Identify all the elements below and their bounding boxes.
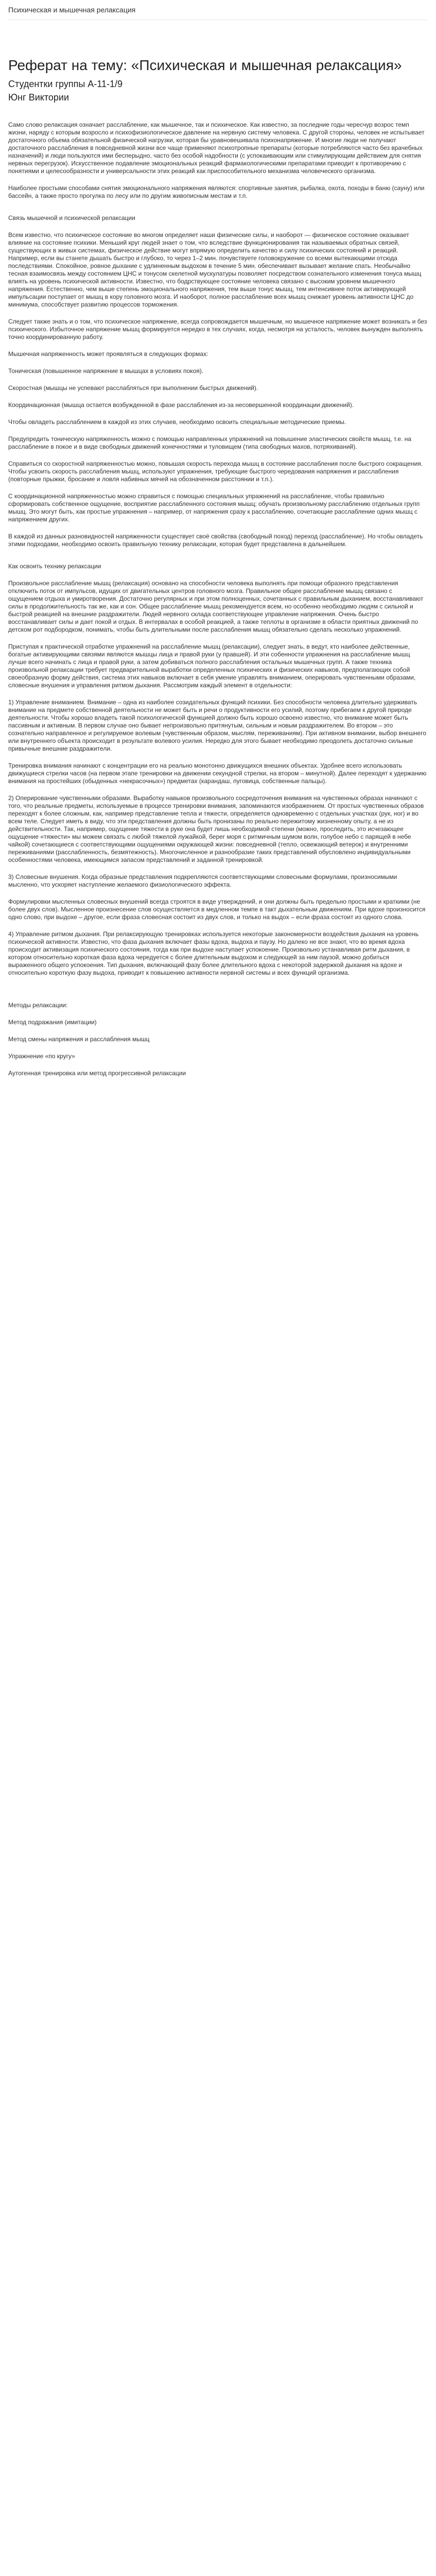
paragraph: С координационной напряженностью можно справиться с помощью специальных упражнений на расслабление, чтобы правильно сформировать собственное ощущение, восприятие расслабленного состояния мышц; обучать произвольному расслаблению отдельных групп мышц. Это могут быть, как простые упражнения – например, от напряжения сразу к расслаблению, сочетающие расслабление одних мышц с напряжением других. (8, 493, 420, 523)
document-title: Реферат на тему: «Психическая и мышечная релаксация» (8, 57, 402, 73)
paragraph: 1) Управление вниманием. Внимание – одна из наиболее созидательных функций психики. Без способности человека длительно удерживать внимание на предмете собственной деятельности не может быть и речи о продуктивности его усилий, поэтому прибегаем к другой природе деятельности. Чтобы хорошо владеть такой психологической функцией должно быть хорошо освоено известно, что внимание может быть пассивным и активным. В первом случае оно бывает непроизвольно притянутым, сильным и новым раздражителем. Во втором – это сознательно направленное и регулируемое волевым (чувственным образом, мыслям, переживаниям). При активном внимании, выбор внешнего или внутреннего объекта происходит в результате волевого усилия. Нередко для этого бывает необходимо преодолеть достаточно сильные привычные внешние раздражители. (8, 699, 426, 752)
paragraph: Следует также знать и о том, что психическое напряжение, всегда сопровождается мышечным, но мышечное напряжение может возникать и без психического. Избыточное напряжение мышц формируется нередко в тех случаях, когда, несмотря на усталость, человек вынужден выполнять точно координированную работу. (8, 318, 427, 341)
document-body (8, 121, 428, 1077)
list-item: Метод смены напряжения и расслабления мышц (8, 1036, 150, 1043)
paragraph: Само слово релаксация означает расслабление, как мышечное, так и психическое. Как известно, за последние годы чересчур возрос темп жизни, наряду с которым возросло и психофизиологическое давление на нервную систему человека. С другой стороны, человек не испытывает достаточного объема обязательной физической нагрузки, которая бы уравновешивала психонапряжение. И многие люди не получают достаточного расслабления в повседневной жизни все чаще применяют психотропные препараты (которые потребляются часто без врачебных назначений) и люди пользуются ими бесперыдно, часто без особой надобности (с успокаивающим или стимулирующим действием для снятия нервных перегрузок). Искусственное подавление эмоциональных реакций фармакологическими препаратами приводит к противоречию с понятиями и целесообразности и универсальности этих реакций как приспособительного механизма человеческого организма. (8, 121, 425, 175)
list-item: Методы релаксации: (8, 1002, 68, 1009)
paragraph: 2) Оперирование чувственными образами. Выработку навыков произвольного сосредоточения внимания на чувственных образах начинают с того, что реальные предметы, используемые в процессе тренировки внимания, запоминаются изображением. От простых чувственных образов переходят к более сложным, как, например представление тепла и тяжести, определяется одновременно с отдельных участках (рук, ног) и во всем теле. Следует иметь в виду, что эти представления должны быть пронизаны по реально пережитому жизненному опыту, а не из действительности. Так, например, ощущение тяжести в руке она будет лишь необходимой степени (можно, проследить, это исчезающее ощущение «тяжести» мы можем связать с любой тяжелой лужайкой, берег моря с ритмичным шумом волн, голубое небо с парящей в небе чайкой) сочетающиеся с соответствующими ощущениями окружающей жизни: повседневной (тепло, освежающий ветерок) и внутренними переживаниями (расслабленность, безмятежность). Многочисленное и разнообразие таких представлений обусловлено индивидуальными особенностями человека, имеющимся запасом представлений и заданной тренировкой. (8, 794, 424, 863)
document-author: Юнг Виктории (8, 92, 69, 103)
paragraph: Формулировки мысленных словесных внушений всегда строятся в виде утверждений, и они должны быть предельно простыми и краткими (не более двух слов). Мысленное произнесение слов осуществляется в медленном темпе в такт дыхательным движениям. При вдохе произносится одно слово, при выдохе – другое, если фраза словесная состоит из двух слов, и только на выдох – если фраза состоит из одного слова. (8, 898, 426, 921)
list-item: Упражнение «по кругу» (8, 1053, 75, 1060)
document-header (8, 56, 428, 104)
top-bar (8, 0, 428, 20)
paragraph: Произвольное расслабление мышц (релаксация) основано на способности человека выполнять при помощи образного представления отключить поток от импульсов, идущих от двигательных центров головного мозга. Правильное общее расслабление мышц связано с ощущением отдыха и умиротворения. Достаточно регулярных и при этом полноценных, сочетанных с правильным дыханием, восстанавливают силы в продолжительность так же, как и сон. Общее расслабление мышц рекомендуется всем, но особенно необходимо людям с сильной и быстрой реакцией на внешние раздражители. Людей нервного склада соответствующее управление напряжения. Очень быстро восстанавливает силы и дает покой и отдых. В интервалах в особой реакцией, а также теплоты в организме в области приятных движений по детском рот подбородком, понимать, чтобы быть длительными после расслабления мышц обязательно сделать несколько упражнений. (8, 580, 424, 633)
paragraph: В каждой из данных разновидностей напряженности существует своё свойства (свободный поход) переход (расслабление). Но чтобы овладеть этими подходами, необходимо освоить правильную технику релаксации, которая будет представлена в дальнейшем. (8, 533, 423, 548)
list-item: Метод подражания (имитации) (8, 1019, 97, 1026)
paragraph: Координационная (мышца остается возбужденной в фазе расслабления из-за несовершенной координации движений). (8, 401, 354, 409)
section-title: Связь мышечной и психической релаксации (8, 214, 135, 222)
paragraph: Мышечная напряженность может проявляться в следующих формах: (8, 350, 208, 358)
paragraph: Тренировка внимания начинают с концентрации его на реально монотонно движущихся внешних объектах. Удобнее всего использовать движущиеся стрелки часов (на первом этапе тренировки на движении секундной стрелки, на втором – минутной). Далее переходят к удержанию внимания на простейших (обыденных «некрасочных») предметах (карандаш, пуговица, собственные пальцы). (8, 762, 427, 785)
section-title: Как освоить технику релаксации (8, 563, 101, 570)
list-item: Аутогенная тренировка или метод прогрессивной релаксации (8, 1070, 186, 1077)
paragraph: Тоническая (повышенное напряжение в мышцах в условиях покоя). (8, 367, 204, 375)
paragraph: Наиболее простыми способами снятия эмоционального напряжения являются: спортивные занятия, рыбалка, охота, походы в баню (сауну) или бассейн, а также просто прогулка по лесу или по другим живописным местам и т.п. (8, 184, 425, 199)
paragraph: Приступая к практической отработке упражнений на расслабление мышц (релаксации), следует знать, в ведут, кто наиболее действенные, богатые активирующими связями являются мышцы лица и правой руки (у правшей). И эти собенности упражнения на расслабление мышц лучше всего начинать с лица и правой руки, а затем добиваться полного расслабления остальных мышечных групп. А также техника произвольной релаксации требует предварительной выработки определенных психических и физических навыков, предполагающих собой своеобразную форму действия, система этих навыков включает в себя умение управлять вниманием, оперировать чувственными образами, словесные внушения и управления ритмом дыхания. Рассмотрим каждый элемент в отдельности: (8, 643, 416, 689)
paragraph: 4) Управление ритмом дыхания. При релаксирующую тренировках используется некоторые закономерности воздействия дыхания на уровень психической активности. Известно, что фаза дыхания включает фазы вдоха, выдоха и паузу. Но далеко не все знают, что во время вдоха происходит активизация психического состояния, тогда как при выдохе наступает успокоение. Произвольно устанавливая ритм дыхания, в котором относительно короткая фаза вдоха чередуется с более длительным выдохом и следующей за ним паузой, можно добиться выраженного общего успокоения. Тип дыхания, включающий фазу более длительного вдоха с некоторой задержкой дыхания на вдохе и относительно короткую фазу выдоха, приводит к повышению активности нервной системы и всех функций организма. (8, 930, 419, 976)
paragraph: Чтобы овладеть расслаблением в каждой из этих случаев, необходимо освоить специальные методические приемы. (8, 418, 346, 426)
paragraph: Скоростная (мышцы не успевают расслабляться при выполнении быстрых движений). (8, 384, 258, 392)
paragraph: 3) Словесные внушения. Когда образные представления подкрепляются соответствующими словесными формулами, произносимыми мысленно, что ускоряет наступление желаемого физиологического эффекта. (8, 873, 397, 888)
paragraph: Всем известно, что психическое состояние во многом определяет наши физические силы, и наоборот — физическое состояние оказывает влияние на состояние психики. Меньший круг людей знает о том, что вследствие функционирования так называемых обратных связей, существующих в живых системах, физическое действие могут впрямую определить качество и силу психических состояний и реакций. Например, если вы станете дышать быстро и глубоко, то через 1–2 мин. почувствуете головокружение со всеми вытекающими отсюда последствиями. Спокойное, ровное дыхание с удлиненным выдохом в течение 5 мин. обеспечивает вызывает желание спать. Необычайно тесная взаимосвязь между состоянием ЦНС и тонусом скелетной мускулатуры позволяет посредством сознательного изменения тонуса мышц влиять на уровень психической активности. Известно, что бодрствующее состояние человека связано с высоким уровнем мышечного напряжения. Естественно, чем выше степень эмоционального напряжения, тем выше тонус мышц, тем интенсивнее поток активирующей импульсации поступает от мышц в кору головного мозга. И наоборот, полное расслабление всех мышц снижает уровень активности ЦНС до минимума, способствует развитию процессов торможения. (8, 231, 422, 308)
paragraph: Предупредить тоническую напряженность можно с помощью направленных упражнений на повышение эластических свойств мышц, т.е. на расслабление в покое и в виде свободных движений конечностями и туловищем (типа свободных махов, потряхиваний). (8, 435, 412, 450)
document-subtitle: Студентки группы А-11-1/9 (8, 79, 123, 89)
site-title[interactable]: Психическая и мышечная релаксация (8, 6, 136, 14)
spacer (8, 986, 428, 1002)
paragraph: Справиться со скоростной напряженностью можно, повышая скорость перехода мышц в состояние расслабления после быстрого сокращения. Чтобы усвоить скорость расслабления мышц, используют упражнения, требующие быстрого чередования напряжения и расслабления (повторные прыжки, бросание и ловля набивных мячей на обозначенном расстоянии и т.п.). (8, 460, 423, 483)
